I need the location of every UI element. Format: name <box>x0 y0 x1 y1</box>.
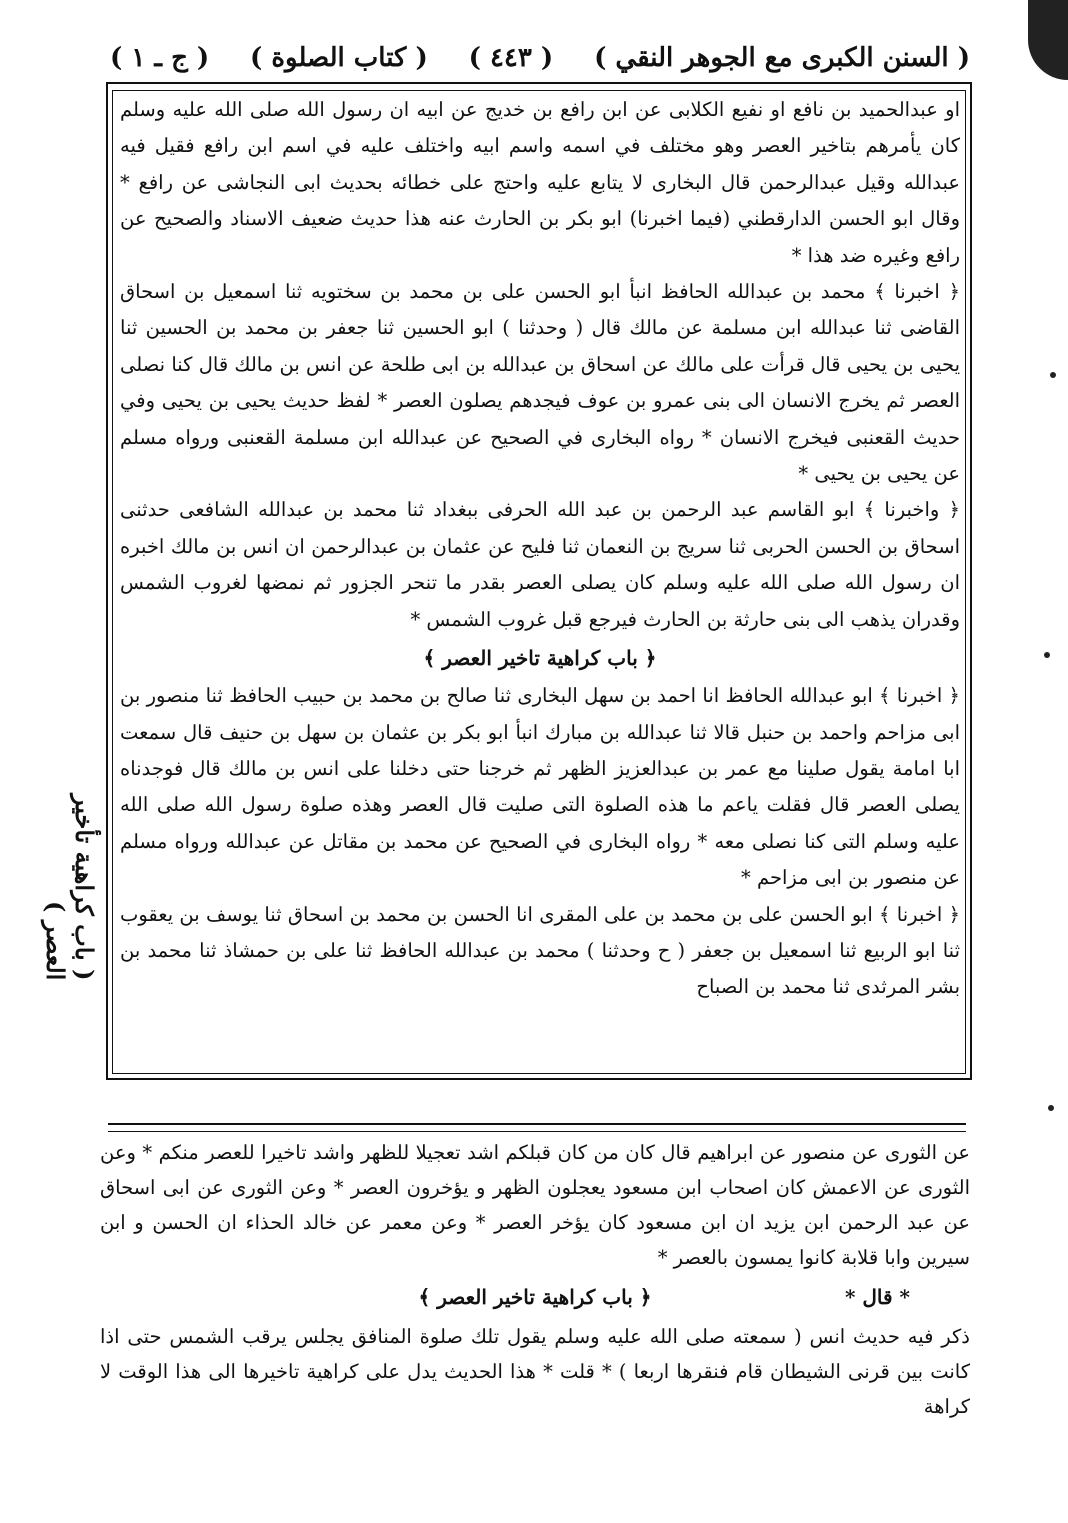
scan-speck <box>1048 1105 1054 1111</box>
section-heading: ﴿ باب كراهية تاخير العصر ﴾ <box>423 646 657 671</box>
margin-section-label: ( باب كراهية تأخير العصر ) <box>41 793 99 980</box>
divider <box>108 1123 966 1125</box>
volume-number: ( ج ـ ١ ) <box>110 43 210 73</box>
page-header <box>110 38 970 78</box>
paragraph: ﴿ اخبرنا ﴾ ابو عبدالله الحافظ انا احمد بن سهل البخارى ثنا صالح بن محمد بن حبيب الحافظ ثنا منصور بن ابى مزاحم واحمد بن حنبل قالا ثنا عبدالله بن مبارك انبأ ابو بكر بن عثمان بن سهل بن حنيف قال سمعت ابا امامة يقول صلينا مع عمر بن عبدالعزيز الظهر ثم خرجنا حتى دخلنا على انس بن مالك قال فوجدناه يصلى العصر قال فقلت ياعم ما هذه الصلوة التى صليت قال العصر وهذه صلوة رسول الله صلى الله عليه وسلم التى كنا نصلى معه * رواه البخارى في الصحيح عن محمد بن مقاتل عن عبدالله ورواه مسلم عن منصور بن ابى مزاحم * <box>120 684 960 890</box>
qal-marker: * قال * <box>844 1285 910 1309</box>
commentary-heading-row <box>100 1275 970 1319</box>
chapter-title: ( كتاب الصلوة ) <box>250 43 428 73</box>
paragraph: عن الثورى عن منصور عن ابراهيم قال كان من كان قبلكم اشد تعجيلا للظهر واشد تاخيرا للعصر منكم * وعن الثورى عن الاعمش كان اصحاب ابن مسعود يعجلون الظهر و يؤخرون العصر * وعن الثورى عن ابى اسحاق عن عبد الرحمن ابن يزيد ان ابن مسعود كان يؤخر العصر * وعن معمر عن خالد الحذاء ان الحسن و ابن سيرين وابا قلابة كانوا يمسون بالعصر * <box>100 1141 970 1269</box>
paragraph: ﴿ اخبرنا ﴾ ابو الحسن على بن محمد بن على المقرى انا الحسن بن محمد بن اسحاق ثنا يوسف بن يعقوب ثنا ابو الربيع ثنا اسمعيل بن جعفر ( ح وحدثنا ) محمد بن عبدالله الحافظ ثنا على بن حمشاذ ثنا محمد بن بشر المرثدى ثنا محمد بن الصباح <box>120 902 960 999</box>
section-heading: ﴿ باب كراهية تاخير العصر ﴾ <box>418 1285 652 1309</box>
scan-edge-mark <box>1028 0 1068 80</box>
paragraph: ذكر فيه حديث انس ( سمعته صلى الله عليه وسلم يقول تلك صلوة المنافق يجلس يرقب الشمس حتى اذا كانت بين قرنى الشيطان قام فنقرها اربعا ) * قلت * هذا الحديث يدل على كراهية تاخيرها الى هذا الوقت لا كراهة <box>100 1325 970 1418</box>
scan-speck <box>1050 372 1056 378</box>
paragraph: ﴿ واخبرنا ﴾ ابو القاسم عبد الرحمن بن عبد الله الحرفى ببغداد ثنا محمد بن عبدالله الشافعى حدثنى اسحاق بن الحسن الحربى ثنا سريج بن النعمان ثنا فليح عن عثمان بن عبدالرحمن ان انس بن مالك اخبره ان رسول الله صلى الله عليه وسلم كان يصلى العصر بقدر ما تنحر الجزور ثم نمضها لغروب الشمس وقدران يذهب الى بنى حارثة بن الحارث فيرجع قبل غروب الشمس * <box>120 498 960 631</box>
paragraph: او عبدالحميد بن نافع او نفيع الكلابى عن ابن رافع بن خديج عن ابيه ان رسول الله صلى الله عليه وسلم كان يأمرهم بتاخير العصر وهو مختلف في اسمه واسم ابيه واختلف عليه في اسم ابن رافع فقيل فيه عبدالله وقيل عبدالرحمن قال البخارى لا يتابع عليه واحتج على خطائه بحديث ابى النجاشى عن رافع * وقال ابو الحسن الدارقطني (فيما اخبرنا) ابو بكر بن الحارث عنه هذا حديث ضعيف الاسناد والصحيح عن رافع وغيره ضد هذا * <box>120 98 961 267</box>
page-number: ( ٤٤٣ ) <box>468 43 554 73</box>
main-text <box>120 92 960 1006</box>
book-title: ( السنن الكبرى مع الجوهر النقي ) <box>594 43 970 73</box>
commentary-text <box>100 1135 970 1424</box>
paragraph: ﴿ اخبرنا ﴾ محمد بن عبدالله الحافظ انبأ ابو الحسن على بن محمد بن سختويه ثنا اسمعيل بن اسحاق القاضى ثنا عبدالله ابن مسلمة عن مالك قال ( وحدثنا ) ابو الحسين ثنا جعفر بن محمد بن الحسين ثنا يحيى بن يحيى قال قرأت على مالك عن اسحاق بن عبدالله بن ابى طلحة عن انس بن مالك قال كنا نصلى العصر ثم يخرج الانسان الى بنى عمرو بن عوف فيجدهم يصلون العصر * لفظ حديث يحيى بن يحيى وفي حديث القعنبى فيخرج الانسان * رواه البخارى في الصحيح عن عبدالله ابن مسلمة القعنبى ورواه مسلم عن يحيى بن يحيى * <box>120 280 960 486</box>
scan-speck <box>1044 652 1050 658</box>
divider <box>108 1131 966 1132</box>
